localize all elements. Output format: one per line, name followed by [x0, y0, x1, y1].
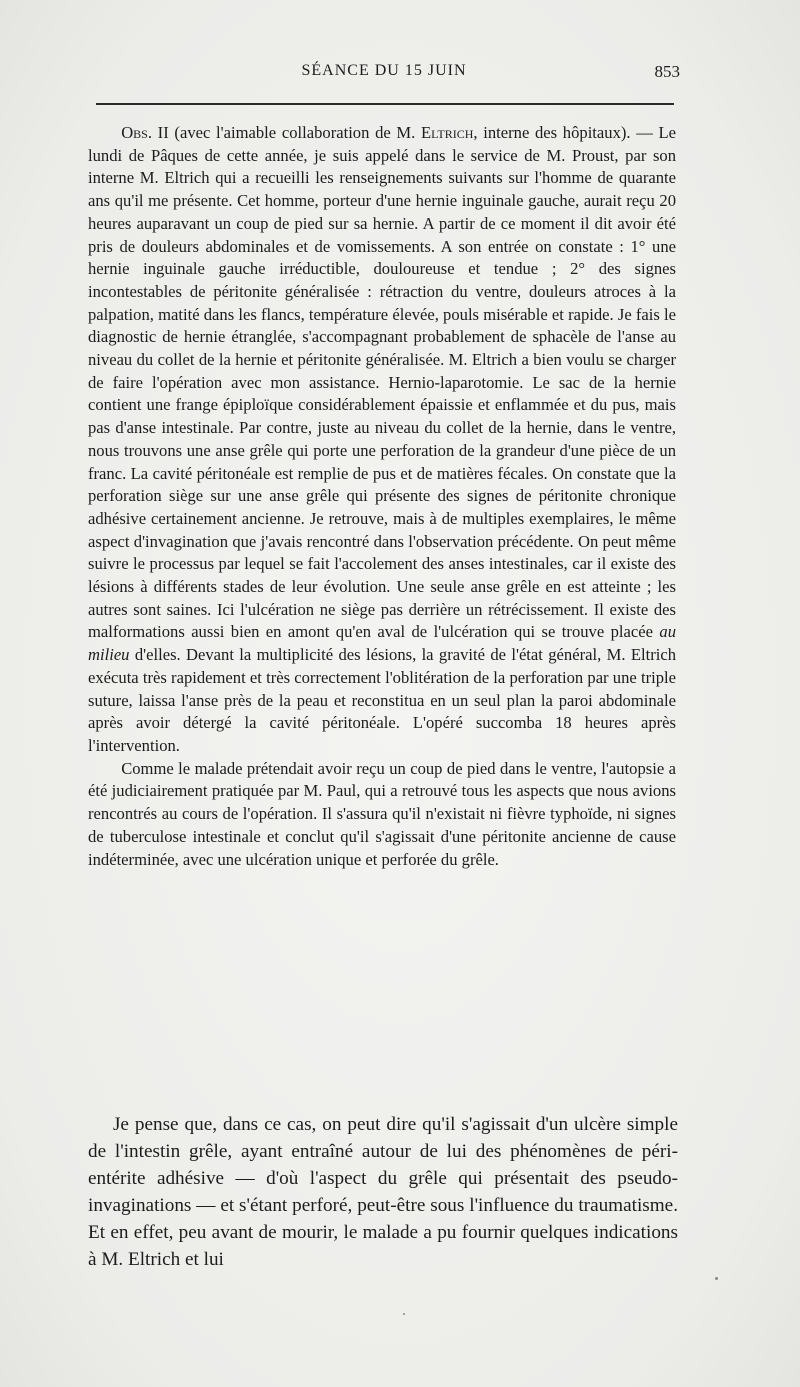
running-header — [88, 62, 680, 88]
page-number: 853 — [654, 62, 680, 81]
observation-intro: (avec l'aimable collaboration de M. — [168, 123, 422, 142]
main-text-block — [88, 1111, 678, 1273]
print-speck — [403, 1313, 405, 1315]
header-rule — [96, 103, 674, 105]
intern-name: Eltrich — [421, 123, 474, 142]
observation-block — [88, 122, 676, 871]
observation-paragraph-1 — [88, 122, 676, 758]
italic-phrase: au milieu — [88, 622, 676, 665]
header-title: SÉANCE DU 15 JUIN — [301, 62, 467, 79]
observation-label: Obs. II — [121, 123, 169, 142]
observation-paragraph-2: Comme le malade prétendait avoir reçu un coup de pied dans le ventre, l'autopsie a été judiciairement pratiquée par M. Paul, qui a retrouvé tous les aspects que nous avions rencontrés au cours de l'opération. Il s'assura qu'il n'existait ni fièvre typhoïde, ni signes de tuberculose intestinale et conclut qu'il s'agissait d'une péritonite ancienne de cause indéterminée, avec une ulcération unique et perforée du grêle. — [88, 758, 676, 869]
observation-text-1: , interne des hôpitaux). — Le lundi de Pâques de cette année, je suis appelé dans le service de M. Proust, par son interne M. Eltrich qui a recueilli les renseignements suivants sur l'homme de quarante ans qu'il me présente. Cet homme, porteur d'une hernie inguinale gauche, aurait reçu 20 heures auparavant un coup de pied sur sa hernie. A partir de ce moment il dit avoir été pris de douleurs abdominales et de vomissements. A son entrée on constate : 1° une hernie inguinale gauche irréductible, douloureuse et tendue ; 2° des signes incontestables de péritonite généralisée : rétraction du ventre, douleurs atroces à la palpation, matité dans les flancs, température élevée, pouls misérable et rapide. Je fais le diagnostic de hernie étranglée, s'accompagnant probablement de sphacèle de l'anse au niveau du collet de la hernie et péritonite généralisée. M. Eltrich a bien voulu se charger de faire l'opération avec mon assistance. Hernio-laparotomie. Le sac de la hernie contient une frange épiploïque considérablement épaissie et enflammée et du pus, mais pas d'anse intestinale. Par contre, juste au niveau du collet de la hernie, dans le ventre, nous trouvons une anse grêle qui porte une perforation de la grandeur d'une pièce de un franc. La cavité péritonéale est remplie de pus et de matières fécales. On constate que la perforation siège sur une anse grêle qui présente des signes de péritonite chronique adhésive certainement ancienne. Je retrouve, mais à de multiples exemplaires, le même aspect d'invagination que j'avais rencontré dans l'observation précédente. On peut même suivre le processus par lequel se fait l'accolement des anses intestinales, car il existe des lésions à différents stades de leur évolution. Une seule anse grêle en est atteinte ; les autres sont saines. Ici l'ulcération ne siège pas derrière un rétrécissement. Il existe des malformations aussi bien en amont qu'en aval de l'ulcération qui se trouve placée — [88, 123, 677, 642]
print-speck — [715, 1277, 718, 1280]
main-paragraph: Je pense que, dans ce cas, on peut dire qu'il s'agissait d'un ulcère simple de l'intestin grêle, ayant entraîné autour de lui des phénomènes de péri-entérite adhésive — d'où l'aspect du grêle qui présentait des pseudo-invaginations — et s'étant perforé, peut-être sous l'influence du traumatisme. Et en effet, peu avant de mourir, le malade a pu fournir quelques indications à M. Eltrich et lui — [88, 1114, 678, 1270]
observation-text-2: d'elles. Devant la multiplicité des lésions, la gravité de l'état général, M. Eltrich exécuta très rapidement et très correctement l'oblitération de la perforation par une triple suture, laissa l'anse près de la peau et reconstitua en un seul plan la paroi abdominale après avoir détergé la cavité péritonéale. L'opéré succomba 18 heures après l'intervention. — [88, 645, 676, 755]
